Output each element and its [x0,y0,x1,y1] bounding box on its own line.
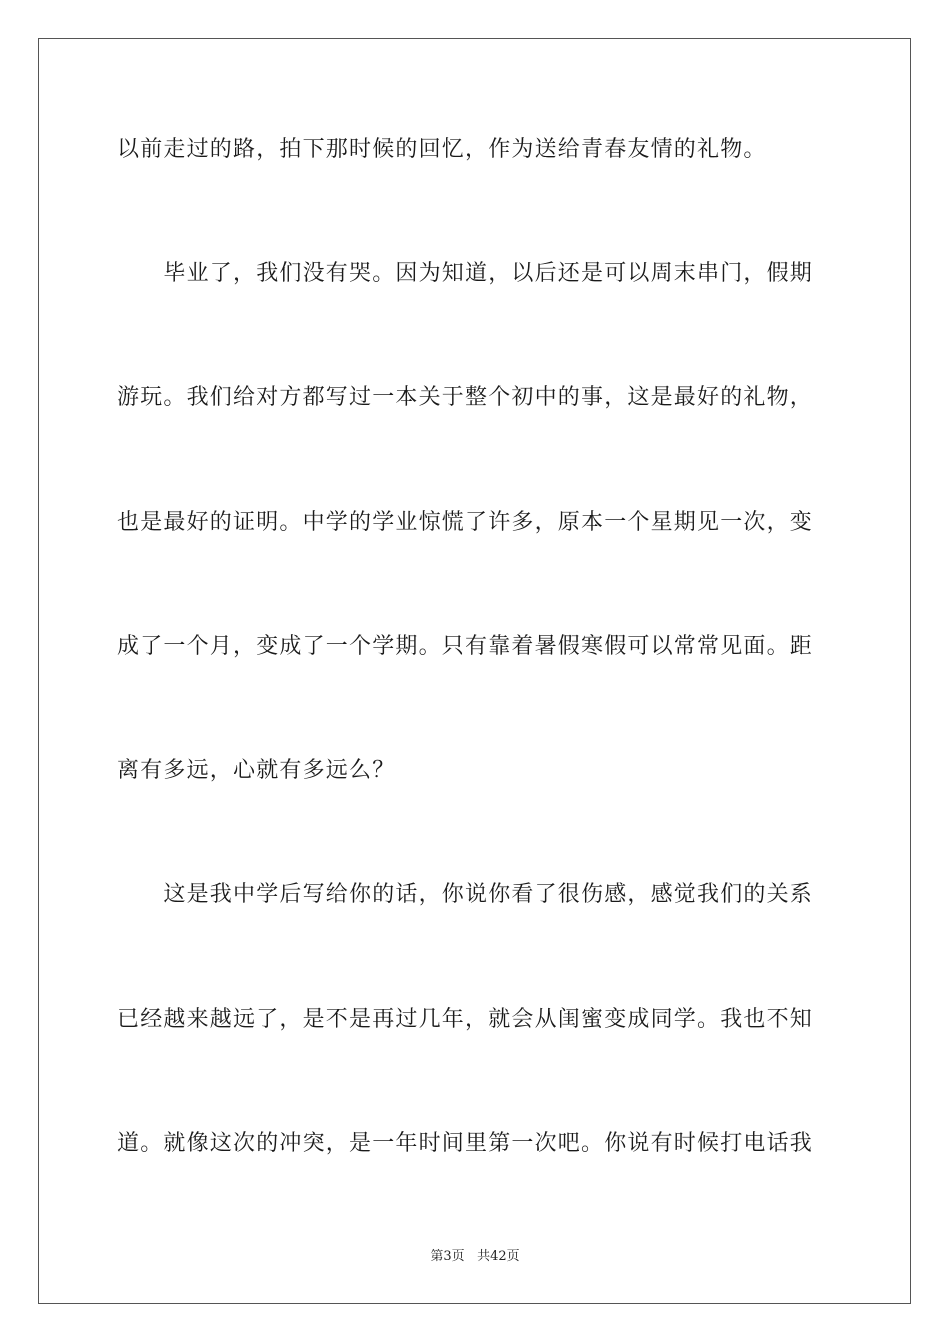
text-line: 也是最好的证明。中学的学业惊慌了许多，原本一个星期见一次，变 [117,510,814,535]
text-line: 离有多远，心就有多远么？ [117,758,396,783]
page-total: 共42页 [477,1249,520,1264]
text-line: 道。就像这次的冲突，是一年时间里第一次吧。你说有时候打电话我 [117,1131,814,1156]
page-footer [0,1248,950,1266]
page-number: 第3页 [430,1249,465,1264]
text-line: 这是我中学后写给你的话，你说你看了很伤感，感觉我们的关系 [117,882,814,907]
text-line: 成了一个月，变成了一个学期。只有靠着暑假寒假可以常常见面。距 [117,634,814,659]
page-frame [38,38,911,1304]
text-line: 已经越来越远了，是不是再过几年，就会从闺蜜变成同学。我也不知 [117,1007,814,1032]
text-line: 以前走过的路，拍下那时候的回忆，作为送给青春友情的礼物。 [117,137,767,162]
text-line: 毕业了，我们没有哭。因为知道，以后还是可以周末串门，假期 [117,261,814,286]
text-line: 游玩。我们给对方都写过一本关于整个初中的事，这是最好的礼物， [117,385,814,410]
